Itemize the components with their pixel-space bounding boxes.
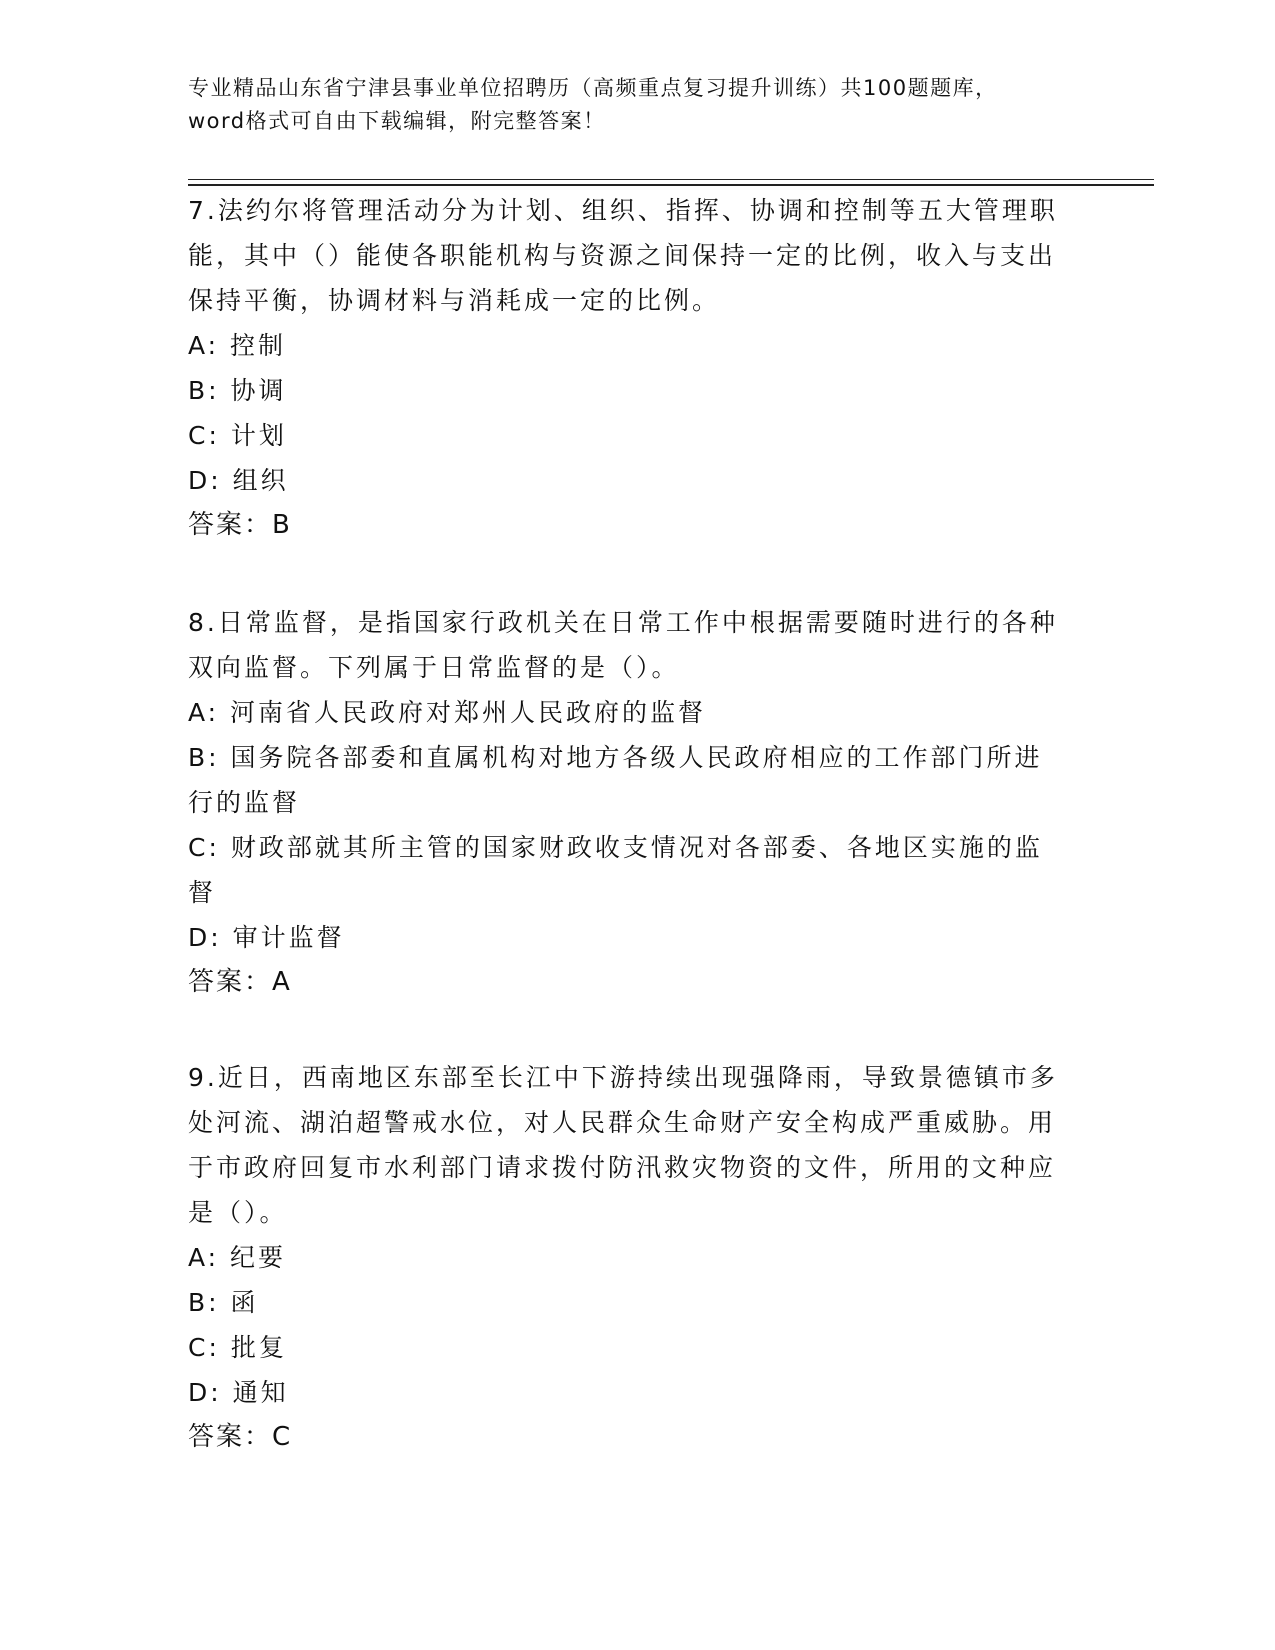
question-8 [188,600,1068,1005]
option-d: D: 通知 [188,1378,289,1407]
answer: 答案：B [188,510,292,540]
question-stem: 9.近日，西南地区东部至长江中下游持续出现强降雨，导致景德镇市多处河流、湖泊超警戒水位，对人民群众生命财产安全构成严重威胁。用于市政府回复市水利部门请求拨付防汛救灾物资的文件，所用的文种应是（）。 [188,1063,1058,1227]
header-divider-thick [188,184,1154,186]
option-d: D: 组织 [188,466,289,495]
answer: 答案：A [188,967,292,997]
question-stem: 8.日常监督，是指国家行政机关在日常工作中根据需要随时进行的各种双向监督。下列属于日常监督的是（）。 [188,608,1058,682]
option-a: A: 控制 [188,331,287,360]
option-c: C: 财政部就其所主管的国家财政收支情况对各部委、各地区实施的监督 [188,833,1043,907]
answer: 答案：C [188,1422,293,1452]
question-stem: 7.法约尔将管理活动分为计划、组织、指挥、协调和控制等五大管理职能，其中（）能使各职能机构与资源之间保持一定的比例，收入与支出保持平衡，协调材料与消耗成一定的比例。 [188,196,1058,315]
option-b: B: 国务院各部委和直属机构对地方各级人民政府相应的工作部门所进行的监督 [188,743,1043,817]
question-7 [188,188,1068,548]
option-a: A: 河南省人民政府对郑州人民政府的监督 [188,698,707,727]
option-b: B: 协调 [188,376,287,405]
header-title: 专业精品山东省宁津县事业单位招聘历（高频重点复习提升训练）共100题题库，word格式可自由下载编辑，附完整答案！ [188,76,998,133]
option-c: C: 计划 [188,421,287,450]
option-c: C: 批复 [188,1333,287,1362]
header-divider-thin [188,179,1154,180]
question-9 [188,1055,1068,1460]
option-a: A: 纪要 [188,1243,287,1272]
document-header [188,72,1018,138]
option-b: B: 函 [188,1288,259,1317]
option-d: D: 审计监督 [188,923,345,952]
